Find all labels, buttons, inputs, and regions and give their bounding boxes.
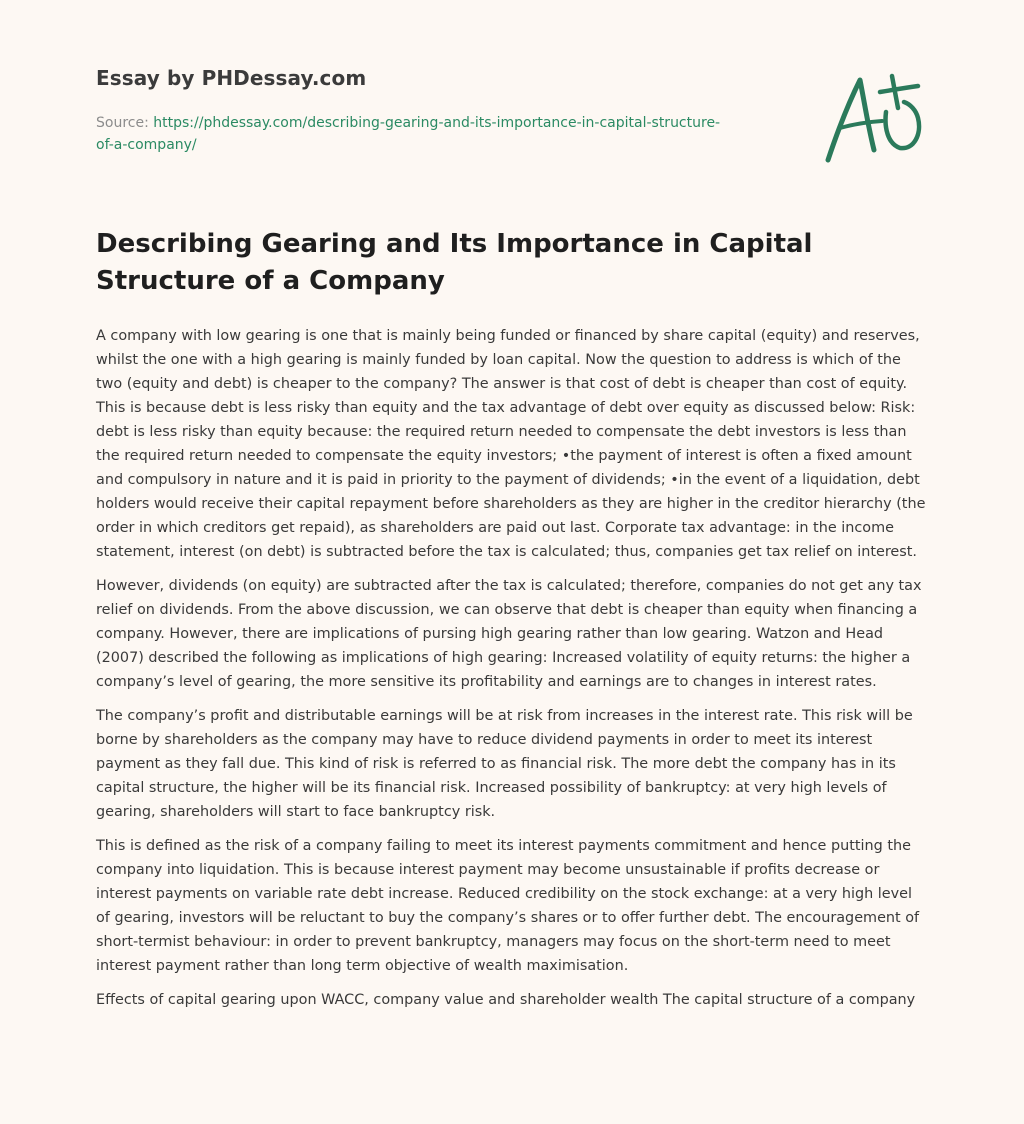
source-label: Source: [96,115,154,131]
article-body [96,324,928,1022]
article-paragraph: This is defined as the risk of a company failing to meet its interest payments commitment and hence putting the company into liquidation. This is because interest payment may become unsustainable if profits decrease or interest payments on variable rate debt increase. Reduced credibility on the stock exchange: at a very high level of gearing, investors will be reluctant to buy the company’s shares or to offer further debt. The encouragement of short-termist behaviour: in order to prevent bankruptcy, managers may focus on the short-term need to meet interest payment rather than long term objective of wealth maximisation. [96,838,920,974]
article-paragraph: The company’s profit and distributable earnings will be at risk from increases in the interest rate. This risk will be borne by shareholders as the company may have to reduce dividend payments in order to meet its interest payment as they fall due. This kind of risk is referred to as financial risk. The more debt the company has in its capital structure, the higher will be its financial risk. Increased possibility of bankruptcy: at very high levels of gearing, shareholders will start to face bankruptcy risk. [96,708,913,820]
article-paragraph: A company with low gearing is one that is mainly being funded or financed by share capital (equity) and reserves, whilst the one with a high gearing is mainly funded by loan capital. Now the question to address is which of the two (equity and debt) is cheaper to the company? The answer is that cost of debt is cheaper than cost of equity. This is because debt is less risky than equity and the tax advantage of debt over equity as discussed below: Risk: debt is less risky than equity because: the required return needed to compensate the debt investors is less than the required return needed to compensate the equity investors; •the payment of interest is often a fixed amount and compulsory in nature and it is paid in priority to the payment of dividends; •in the event of a liquidation, debt holders would receive their capital repayment before shareholders as they are higher in the creditor hierarchy (the order in which creditors get repaid), as shareholders are paid out last. Corporate tax advantage: in the income statement, interest (on debt) is subtracted before the tax is calculated; thus, companies get tax relief on interest. [96,328,926,560]
article-paragraph: However, dividends (on equity) are subtracted after the tax is calculated; therefore, companies do not get any tax relief on dividends. From the above discussion, we can observe that debt is cheaper than equity when financing a company. However, there are implications of pursing high gearing rather than low gearing. Watzon and Head (2007) described the following as implications of high gearing: Increased volatility of equity returns: the higher a company’s level of gearing, the more sensitive its profitability and earnings are to changes in interest rates. [96,578,922,690]
source-line [96,112,736,156]
source-link[interactable]: https://phdessay.com/describing-gearing-and-its-importance-in-capital-structure-of-a-company/ [96,115,721,153]
article-paragraph: Effects of capital gearing upon WACC, company value and shareholder wealth The capital structure of a company [96,992,916,1008]
site-brand: Essay by PHDessay.com [96,66,367,90]
a-plus-grade-icon [820,70,928,166]
article-title: Describing Gearing and Its Importance in Capital Structure of a Company [96,229,813,296]
